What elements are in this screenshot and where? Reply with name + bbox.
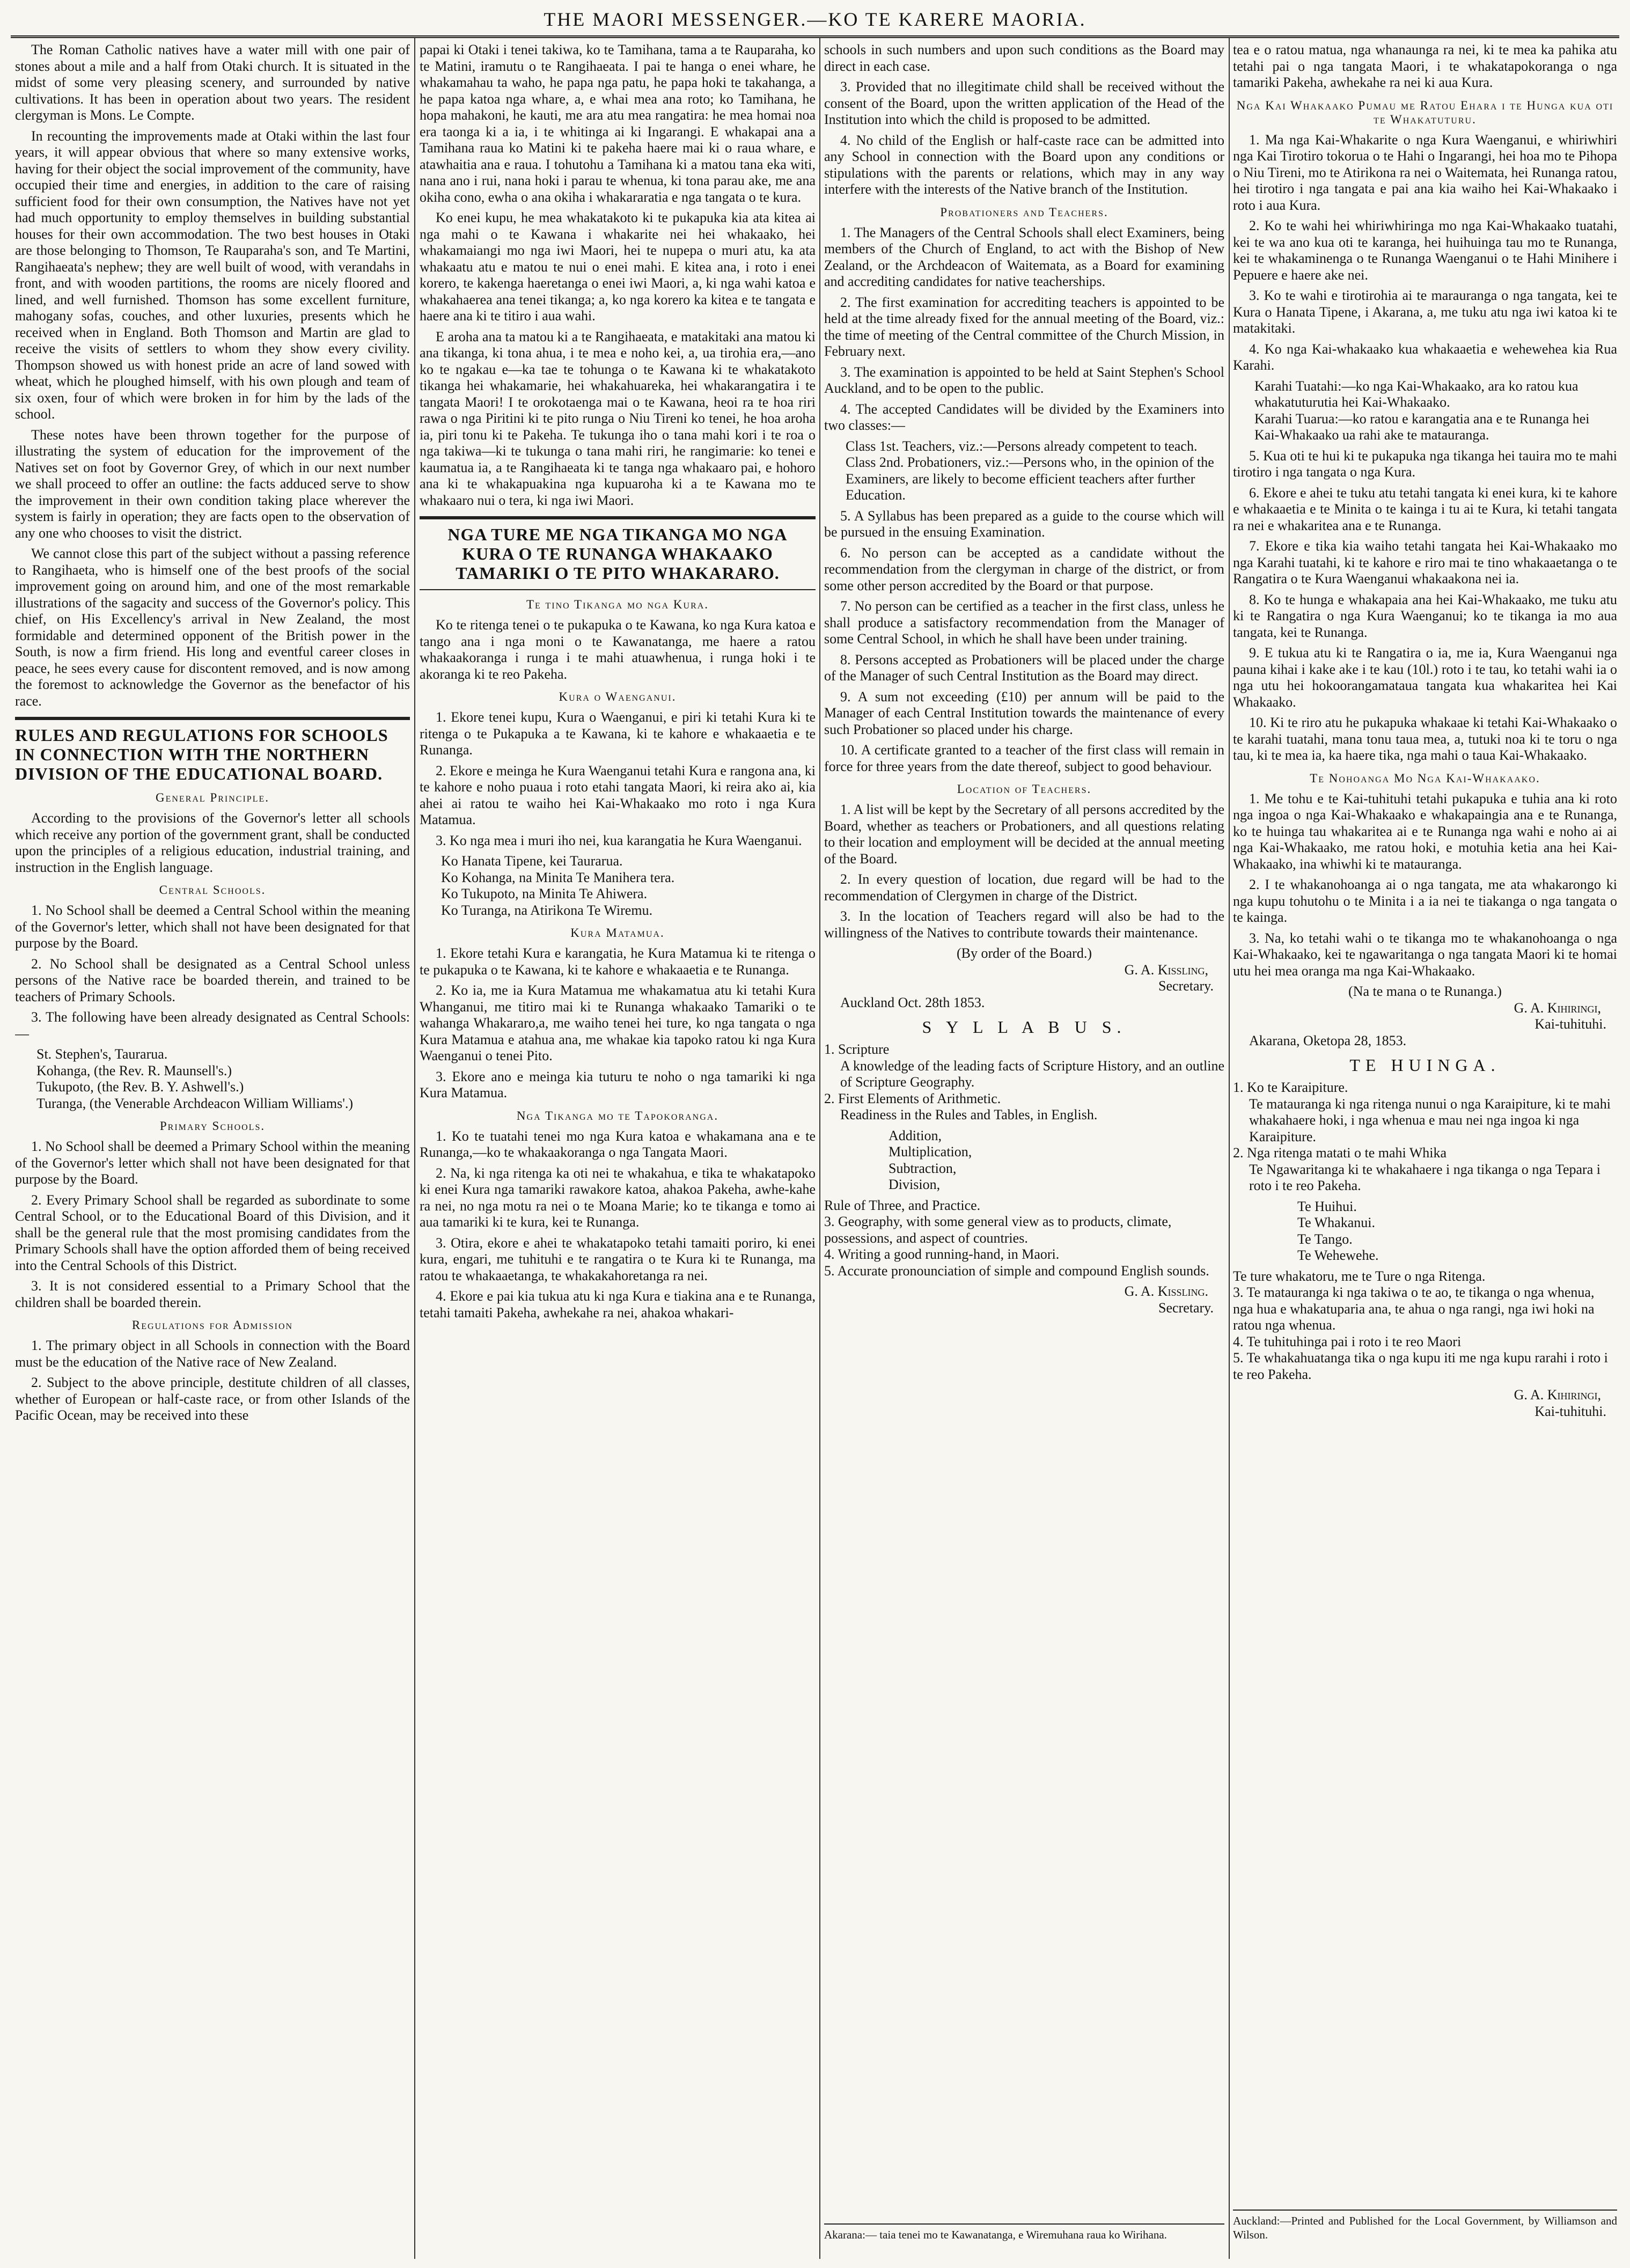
list-item: 5. Accurate pronounciation of simple and compound English sounds. [824, 1263, 1209, 1279]
rule-paragraph: 1. Ekore tenei kupu, Kura o Waenganui, e piri ki tetahi Kura ki te ritenga o te Pukapuka a te Kawana, ki te kahore e whakaaetia e te Runanga. [420, 709, 816, 758]
column-4 [1233, 42, 1617, 2242]
list-item: 1. Scripture [824, 1041, 890, 1057]
rule-paragraph: 2. Ko te wahi hei whiriwhiringa mo nga Kai-Whakaako tuatahi, kei te wa ano kua oti te karanga, hei huihuinga tau mo te Runanga, kei te whakaminenga o te Runanga Waenganui o te Hahi Minihere i Pepuere e haere ake nei. [1233, 218, 1617, 283]
signature-name: G. A. Kissling, [1124, 961, 1208, 978]
section-heading: Kura Matamua. [570, 926, 665, 940]
rule-paragraph: 10. A certificate granted to a teacher of the first class will remain in force for three years from the date thereof, subject to good behaviour. [824, 742, 1224, 774]
karahi-list [1233, 378, 1617, 444]
list-item: 2. First Elements of Arithmetic. [824, 1090, 1001, 1106]
list-item: Te Huihui. [1297, 1198, 1357, 1214]
list-item: Te Wehewehe. [1297, 1247, 1379, 1263]
section-heading: Primary Schools. [159, 1119, 266, 1133]
rule-paragraph: 1. The Managers of the Central Schools shall elect Examiners, being members of the Church of England, to act with the Bishop of New Zealand, or the Archdeacon of Waitemata, as a Board for examining and accrediting candidates for native teacherships. [824, 224, 1224, 289]
list-item: 5. Te whakahuatanga tika o nga kupu iti me nga kupu rarahi i roto i te reo Pakeha. [1233, 1350, 1608, 1382]
rule-paragraph: 3. Provided that no illegitimate child shall be received without the consent of the Board, upon the written application of the Head of the Institution into which the child is proposed to be admitted. [824, 79, 1224, 127]
rule-paragraph: 4. The accepted Candidates will be divided by the Examiners into two classes:— [824, 401, 1224, 433]
list-item: Kohanga, (the Rev. R. Maunsell's.) [36, 1062, 232, 1078]
imprint-footer: Auckland:—Printed and Published for the Local Government, by Williamson and Wilson. [1233, 2210, 1617, 2242]
column-1 [15, 42, 410, 2242]
list-item: 1. Ko te Karaipiture. [1233, 1080, 1348, 1095]
section-heading: Te tino Tikanga mo nga Kura. [526, 598, 709, 611]
rule-paragraph: 1. The primary object in all Schools in connection with the Board must be the education of the Native race of New Zealand. [15, 1338, 410, 1370]
huinga-list [1233, 1080, 1617, 1194]
rule-paragraph: 2. Every Primary School shall be regarded as subordinate to some Central School, or to the Educational Board of this Division, and it shall be the general rule that the most promising candidates from the Primary Schools shall have the option afforded them of being received into the Central Schools of this District. [15, 1192, 410, 1273]
rule-paragraph: 3. Ekore ano e meinga kia tuturu te noho o nga tamariki ki nga Kura Matamua. [420, 1068, 816, 1100]
section-heading: Nga Tikanga mo te Tapokoranga. [516, 1109, 719, 1122]
signature-title: Kai-tuhituhi. [1534, 1016, 1606, 1032]
section-heading: Probationers and Teachers. [940, 205, 1108, 219]
signature-title: Kai-tuhituhi. [1534, 1403, 1606, 1419]
article-paragraph: We cannot close this part of the subject without a passing reference to Rangihaeta, who is himself one of the best proofs of the social improvement going on around him, and one of the most remarkable illustrations of the sagacity and success of the Governor's policy. This chief, on His Excellency's arrival in New Zealand, the most formidable and determined opponent of the British power in the South, is now a firm friend. His long and eventful career closes in peace, he sees every cause for discontent removed, and is now among the foremost to acknowledge the Governor as the benefactor of his race. [15, 546, 410, 709]
list-item: Te Ngawaritanga ki te whakahaere i nga tikanga o nga Tepara i roto i te reo Pakeha. [1249, 1161, 1600, 1193]
rule-paragraph: 1. Ekore tetahi Kura e karangatia, he Kura Matamua ki te ritenga o te pukapuka o te Kawana, ki te kahore e whakaaetia e te Runanga. [420, 945, 816, 978]
signature-name: G. A. Kihiringi, [1514, 1387, 1601, 1403]
rule-paragraph: 3. It is not considered essential to a Primary School that the children shall be boarded therein. [15, 1278, 410, 1310]
list-item: Ko Turanga, na Atirikona Te Wiremu. [441, 902, 653, 918]
syllabus-list [824, 1041, 1224, 1124]
order-line: (By order of the Board.) [957, 945, 1092, 961]
rule-paragraph: 2. Subject to the above principle, destitute children of all classes, whether of European or half-caste race, or from other Islands of the Pacific Ocean, may be received into these [15, 1375, 410, 1423]
column-divider [819, 38, 820, 2259]
list-item: Ko Kohanga, na Minita Te Manihera tera. [441, 869, 675, 885]
list-item: Turanga, (the Venerable Archdeacon William Williams'.) [36, 1095, 354, 1111]
rule-paragraph: tea e o ratou matua, nga whanaunga ra nei, ki te mea ka pahika atu tetahi pai o nga tangata Maori, i te whakatapokoranga o nga tamariki Pakeha, awhekahe ra nei ki aua Kura. [1233, 42, 1617, 90]
list-item: Readiness in the Rules and Tables, in English. [840, 1107, 1098, 1122]
order-line: (Na te mana o te Runanga.) [1348, 983, 1502, 999]
column-3 [824, 42, 1224, 2242]
list-item: Rule of Three, and Practice. [824, 1197, 981, 1213]
article-paragraph: papai ki Otaki i tenei takiwa, ko te Tamihana, tama a te Rauparaha, ko te Matini, iramutu o te Rangihaeata. I pai te hanga o enei whare, he whakamahau ta waho, he papa nga patu, he papa hoki te takahanga, a he papa katoa nga whare, a, e whai mea ana roto; ko Tamihana, he hopa mahakoni, he kauti, me ara atu mea rangatira: he mea homai noa era taonga ki a ia, i te whitinga ai ki Ingarangi. E whakapai ana a Tamihana raua ko Matini ki te pakeha haere mai ki o raua whare, e atawhaitia ana e raua. I tohutohu a Tamihana ki a matou tana eka witi, nana ano i rui, nana hoki i parau te whenua, ki tona parau ake, me ana okiha cono, ewha o ana okiha i whakararatia e nga tangata o te kura. [420, 42, 816, 205]
rule-paragraph: 5. Kua oti te hui ki te pukapuka nga tikanga hei tauira mo te mahi tirotiro i nga tangata o nga Kura. [1233, 447, 1617, 480]
dateline: Akarana, Oketopa 28, 1853. [1249, 1032, 1407, 1048]
column-divider [1229, 38, 1230, 2259]
signature-name: G. A. Kissling. [1124, 1283, 1208, 1299]
rules-title: RULES AND REGULATIONS FOR SCHOOLS IN CONNECTION WITH THE NORTHERN DIVISION OF THE EDUCATIONAL BOARD. [15, 725, 388, 783]
rule-paragraph: 3. The following have been already designated as Central Schools:— [15, 1009, 410, 1041]
article-paragraph: Ko enei kupu, he mea whakatakoto ki te pukapuka kia ata kitea ai nga mahi o te Kawana i whakarite nei hei whakaako, hei whakamaiangi mo nga iwi Maori, hei te nupepa o muri atu, ka ata whakaatu atu e matou te nui o enei mahi. E kitea ana, i roto i enei korero, te kakenga haeretanga o enei iwi Maori, a, ki nga wahi katoa e whakahaerea ana tenei tikanga; a, ko nga korero ka kitea e te tangata e haere ana ki te titiro i aua wahi. [420, 210, 816, 324]
rule-paragraph: 2. No School shall be designated as a Central School unless persons of the Native race be boarded therein, and trained to be teachers of Primary Schools. [15, 956, 410, 1004]
rule-paragraph: 5. A Syllabus has been prepared as a guide to the course which will be pursued in the ensuing Examination. [824, 508, 1224, 540]
list-item: Subtraction, [889, 1160, 957, 1176]
section-heading: Nga Kai Whakaako Pumau me Ratou Ehara i te Hunga kua oti te Whakatuturu. [1236, 98, 1614, 126]
list-item: Karahi Tuarua:—ko ratou e karangatia ana e te Runanga hei Kai-Whakaako ua rahi ake te matauranga. [1254, 410, 1590, 443]
rule-paragraph: According to the provisions of the Governor's letter all schools which receive any portion of the government grant, shall be conducted upon the principles of a religious education, industrial training, and instruction in the English language. [15, 810, 410, 875]
syllabus-heading: S Y L L A B U S. [922, 1017, 1127, 1037]
rule-paragraph: 6. Ekore e ahei te tuku atu tetahi tangata ki enei kura, ki te kahore e whakaaetia e te Minita o te kainga i tu ai te Kura, ki tetahi tangata ra nei e whakaritea ana e te Runanga. [1233, 485, 1617, 533]
rule-paragraph: 1. Ko te tuatahi tenei mo nga Kura katoa e whakamana ana e te Runanga,—ko te whakaakoranga o nga Tangata Maori. [420, 1128, 816, 1160]
section-rule [420, 516, 816, 519]
rule-paragraph: 2. Ko ia, me ia Kura Matamua me whakamatua atu ki tetahi Kura Whanganui, me titiro mai ki te Runanga whakaako Tamariki o te wahanga Whakararo,a, me waiho tenei hei ture, ko nga tangata o nga Kura Matamua e atahua ana, me whakae kia tapoko ratou ki nga Kura Waenganui o tenei Pito. [420, 982, 816, 1063]
rule-paragraph: 1. Me tohu e te Kai-tuhituhi tetahi pukapuka e tuhia ana ki roto nga ingoa o nga Kai-Whakaako e whakapaingia ana e te Runanga, ko te huinga tau whakaritea ai e te Runanga nga wahi e noho ai ai nga Kai-Whakaako, me ratou hoki, e motuhia ketia ana hei Kai-Whakaako, ina whiwhi ki te matauranga. [1233, 790, 1617, 872]
list-item: Multiplication, [889, 1144, 972, 1159]
signature-name: G. A. Kihiringi, [1514, 1000, 1601, 1016]
section-heading: Regulations for Admission [131, 1318, 293, 1332]
rule-paragraph: 7. Ekore e tika kia waiho tetahi tangata hei Kai-Whakaako mo nga Karahi tuatahi, ki te kahore e riro mai te tino whakaaetanga o te Rangatira o te Kura Waenganui whakaakona nei ia. [1233, 538, 1617, 586]
list-item: Te ture whakatoru, me te Ture o nga Ritenga. [1233, 1268, 1486, 1284]
list-item: Te matauranga ki nga ritenga nunui o nga Karaipiture, ki te mahi whakahaere hoki, i nga whenua e mau nei nga ingoa ki nga Karaipiture. [1249, 1096, 1611, 1144]
column-2 [420, 42, 816, 2242]
whika-list [1233, 1199, 1617, 1264]
arithmetic-list [824, 1128, 1224, 1193]
signature-title: Secretary. [1158, 978, 1214, 994]
rule-paragraph: 1. A list will be kept by the Secretary of all persons accredited by the Board, whether as teachers or Probationers, and all questions relating to their location and employment will be decided at the annual meeting of the Board. [824, 802, 1224, 867]
rule-paragraph: 4. Ko nga Kai-whakaako kua whakaaetia e wehewehea kia Rua Karahi. [1233, 341, 1617, 373]
ture-title: NGA TURE ME NGA TIKANGA MO NGA KURA O TE RUNANGA WHAKAAKO TAMARIKI O TE PITO WHAKARARO. [447, 525, 788, 583]
list-item: Te Tango. [1297, 1231, 1353, 1247]
article-paragraph: In recounting the improvements made at Otaki within the last four years, it will appear obvious that where so many extensive works, having for their object the social improvement of the community, have occupied their time and energies, in addition to the care of raising sufficient food for their own consumption, the Natives have not yet had much opportunity to employ themselves in building substantial houses for their own accommodation. The two best houses in Otaki are those belonging to Thomson, Te Rauparaha's son, and Te Martini, Rangihaeata's nephew; they are well built of wood, with verandahs in front, and with wooden partitions, the rooms are nicely floored and lined, and well furnished. Thomson has some excellent furniture, mahogany sofas, couches, and other luxuries, presents which he received when in England. Both Thomson and Martin are glad to receive the visits of settlers to whom they show every civility. Thompson showed us with honest pride an acre of land sowed with wheat, which he ploughed himself, with his own plough and team of six oxen, four of which were broken in for him by the lads of the school. [15, 128, 410, 422]
column-divider [414, 38, 415, 2259]
rule-paragraph: 3. Otira, ekore e ahei te whakatapoko tetahi tamaiti poriro, ki enei kura, engari, me tuhituhi e te rangatira o te Kura ki te Runanga, ma ratou te whakaaetanga, te whakakahoretanga ra nei. [420, 1235, 816, 1283]
section-heading: Kura o Waenganui. [559, 690, 677, 703]
list-item: 4. Te tuhituhinga pai i roto i te reo Maori [1233, 1333, 1462, 1349]
rule-paragraph: schools in such numbers and upon such conditions as the Board may direct in each case. [824, 42, 1224, 74]
syllabus-list [824, 1198, 1224, 1280]
rule-paragraph: 9. A sum not exceeding (£10) per annum will be paid to the Manager of each Central Institution towards the maintenance of every such Probationer so placed under his charge. [824, 688, 1224, 737]
signature-title: Secretary. [1158, 1300, 1214, 1316]
section-rule [420, 589, 816, 590]
rule-paragraph: 2. The first examination for accrediting teachers is appointed to be held at the time already fixed for the annual meeting of the Board, viz.: the time of meeting of the Central committee of the Church Mission, in February next. [824, 294, 1224, 359]
list-item: Tukupoto, (the Rev. B. Y. Ashwell's.) [36, 1079, 244, 1095]
rule-paragraph: 3. Ko nga mea i muri iho nei, kua karangatia he Kura Waenganui. [436, 832, 802, 848]
list-item: 3. Geography, with some general view as to products, climate, possessions, and aspect of countries. [824, 1214, 1172, 1246]
article-paragraph: These notes have been thrown together for the purpose of illustrating the system of education for the improvement of the Natives set on foot by Governor Grey, of which in our next number we shall proceed to offer an outline: the facts adduced serve to show the improvement in their own condition taking place wherever the system is fairly in operation; they are facts open to the observation of any one who chooses to visit the district. [15, 427, 410, 541]
list-item: Ko Hanata Tipene, kei Taurarua. [441, 853, 623, 869]
section-heading: Te Nohoanga Mo Nga Kai-Whakaako. [1310, 771, 1540, 785]
school-list [420, 853, 816, 919]
list-item: Class 1st. Teachers, viz.:—Persons already competent to teach. [846, 438, 1198, 454]
list-item: Te Whakanui. [1297, 1215, 1375, 1230]
dateline: Auckland Oct. 28th 1853. [840, 994, 985, 1010]
list-item: St. Stephen's, Taurarua. [36, 1046, 168, 1062]
list-item: Ko Tukupoto, na Minita Te Ahiwera. [441, 886, 648, 901]
rule-paragraph: Ko te ritenga tenei o te pukapuka o te Kawana, ko nga Kura katoa e tango ana i nga moni o te Kawanatanga, me haere a ratou whakaakoranga i runga i te mahi atuawhenua, i runga hoki i te akoranga ki te reo Pakeha. [420, 617, 816, 682]
rule-paragraph: 3. Ko te wahi e tirotirohia ai te marauranga o nga tangata, kei te Kura o Hanata Tipene, i Akarana, a, me tuku atu nga iwi katoa ki te matakitaki. [1233, 288, 1617, 336]
huinga-heading: TE HUINGA. [1349, 1055, 1501, 1075]
list-item: A knowledge of the leading facts of Scripture History, and an outline of Scripture Geography. [840, 1058, 1224, 1090]
list-item: Addition, [889, 1127, 942, 1143]
masthead: THE MAORI MESSENGER.—KO TE KARERE MAORIA. [544, 9, 1086, 30]
rule-paragraph: 2. In every question of location, due regard will be had to the recommendation of Clergymen in charge of the District. [824, 871, 1224, 904]
rule-paragraph: 2. Na, ki nga ritenga ka oti nei te whakahua, e tika te whakatapoko ki enei Kura nga tamariki rawakore katoa, ahakoa Pakeha, awhe-kahe ra nei, no nga motu ra nei o te Moana Marie; ko te tikanga e tomo ai aua tamariki ki te kura, kei te Runanga. [420, 1165, 816, 1230]
section-heading: Location of Teachers. [957, 782, 1092, 796]
list-item: Karahi Tuatahi:—ko nga Kai-Whakaako, ara ko ratou kua whakatuturutia hei Kai-Whakaako. [1254, 378, 1578, 410]
rule-paragraph: 6. No person can be accepted as a candidate without the recommendation from the clergyman in charge of the district, or from some other person accredited by the Board or that purpose. [824, 545, 1224, 593]
list-item: 3. Te matauranga ki nga takiwa o te ao, te tikanga o nga whenua, nga hua e whakatuparia ana, te ahua o nga rangi, nga iwi hoki na ratou nga whenua. [1233, 1285, 1595, 1333]
list-item: 4. Writing a good running-hand, in Maori. [824, 1246, 1060, 1262]
rule-paragraph: 1. No School shall be deemed a Primary School within the meaning of the Governor's letter which shall not have been designated for that purpose by the Board. [15, 1139, 410, 1187]
rule-paragraph: 10. Ki te riro atu he pukapuka whakaae ki tetahi Kai-Whakaako o te karahi tuatahi, mana tonu taua mea, a, tutuki noa ki te toru o nga tau, ki te mea ia, ka haere tika, nga mahi o taua Kai-Whakaako. [1233, 715, 1617, 763]
rule-paragraph: 4. No child of the English or half-caste race can be admitted into any School in connection with the Board upon any conditions or stipulations with the parents or relations, which may in any way interfere with the interests of the Native branch of the Institution. [824, 132, 1224, 197]
section-rule [15, 717, 410, 720]
rule-paragraph: 8. Ko te hunga e whakapaia ana hei Kai-Whakaako, me tuku atu ki te Rangatira o nga Kura Waenganui; ko te tikanga ia mo aua tangata, kei te Runanga. [1233, 591, 1617, 640]
article-paragraph: The Roman Catholic natives have a water mill with one pair of stones about a mile and a half from Otaki church. It is situated in the midst of some very pleasing scenery, and surrounded by native cultivations. It has been in operation about two years. The resident clergyman is Mons. Le Compte. [15, 42, 410, 123]
article-paragraph: E aroha ana ta matou ki a te Rangihaeata, e matakitaki ana matou ki ana tikanga, ki tona ahua, i te mea e noho kei, a, ua tirohia era,—ano ko te ngakau e—ka tae te tohunga o te Kawana ki te whakatakoto tikanga hei whakamarie, hei whakahuareka, hei whakarangatira i te tangata Maori! I te orokotaenga mai o te Kawana, heoi ra te hoa riri rawa o nga Piritini ki te pito runga o Niu Tireni ko tenei, he hoa aroha ia, piri tonu ki te Pakeha. Te tukunga iho o tana mahi kori i te roa o nga takiwa—ki te tukunga o tana mahi riri, he rangimarie: ko tenei e kaumatua ia, a te Rangihaeata ki te tanga nga whakaaro pai, e hohoro ana ki te whakapuakina nga kupuaroha ki a te Kawana mo te whakaaro nui o tera, ki nga iwi Maori. [420, 328, 816, 508]
rule-paragraph: 1. No School shall be deemed a Central School within the meaning of the Governor's letter, which shall not have been designated for that purpose by the Board. [15, 902, 410, 951]
list-item: Division, [889, 1177, 941, 1192]
class-list [824, 438, 1224, 504]
rule-paragraph: 1. Ma nga Kai-Whakarite o nga Kura Waenganui, e whiriwhiri nga Kai Tirotiro tokorua o te Hahi o Ingarangi, hei hoa mo te Pihopa o Niu Tireni, mo te Atirikona ra nei o Waitemata, hei Runanga ratou, hei tirotiro i nga tangata e pai ana kia waiho hei Kai-Whakaako i roto i aua Kura. [1233, 131, 1617, 213]
rule-paragraph: 9. E tukua atu ki te Rangatira o ia, me ia, Kura Waenganui nga pauna kihai i kake ake i te kau (10l.) roto i te tau, ko tetahi wahi ia o nga utu hei hokoorangamataua tangata kua whakaritea hei Kai Whakaako. [1233, 645, 1617, 710]
masthead-rule [11, 35, 1619, 38]
section-heading: General Principle. [155, 791, 269, 804]
rule-paragraph: 3. The examination is appointed to be held at Saint Stephen's School Auckland, and to be open to the public. [824, 364, 1224, 396]
rule-paragraph: 3. In the location of Teachers regard will also be had to the willingness of the Natives to contribute towards their maintenance. [824, 908, 1224, 941]
imprint-footer: Akarana:— taia tenei mo te Kawanatanga, e Wiremuhana raua ko Wirihana. [824, 2223, 1224, 2242]
rule-paragraph: 7. No person can be certified as a teacher in the first class, unless he shall produce a satisfactory recommendation from the Manager of some Central School, in which he shall have been under training. [824, 598, 1224, 647]
rule-paragraph: 2. I te whakanohoanga ai o nga tangata, me ata whakarongo ki nga kupu tohutohu o te Minita i a ia nei te tiakanga o nga tangata o te kainga. [1233, 877, 1617, 925]
school-list [15, 1046, 410, 1112]
rule-paragraph: 4. Ekore e pai kia tukua atu ki nga Kura e tiakina ana e te Runanga, tetahi tamaiti Pakeha, awhekahe ra nei, ahakoa whakari- [420, 1288, 816, 1320]
rule-paragraph: 3. Na, ko tetahi wahi o te tikanga mo te whakanohoanga o nga Kai-Whakaako, kei te ngawaritanga o nga tangata Maori ki te homai utu hei mea oranga ma nga Kai-Whakaako. [1233, 930, 1617, 979]
list-item: Class 2nd. Probationers, viz.:—Persons who, in the opinion of the Examiners, are likely to become efficient teachers after further Education. [846, 454, 1214, 503]
rule-paragraph: 2. Ekore e meinga he Kura Waenganui tetahi Kura e rangona ana, ki te kahore e noho puaua i roto etahi tangata Maori, ki reira ako ai, kia ahei ai ratou te waiho hei Kai-Whakaako mo roto i nga Kura Matamua. [420, 762, 816, 827]
rule-paragraph: 8. Persons accepted as Probationers will be placed under the charge of the Manager of such Central Institution as the Board may direct. [824, 651, 1224, 684]
section-heading: Central Schools. [159, 883, 266, 897]
list-item: 2. Nga ritenga matati o te mahi Whika [1233, 1145, 1447, 1161]
huinga-list [1233, 1268, 1617, 1383]
